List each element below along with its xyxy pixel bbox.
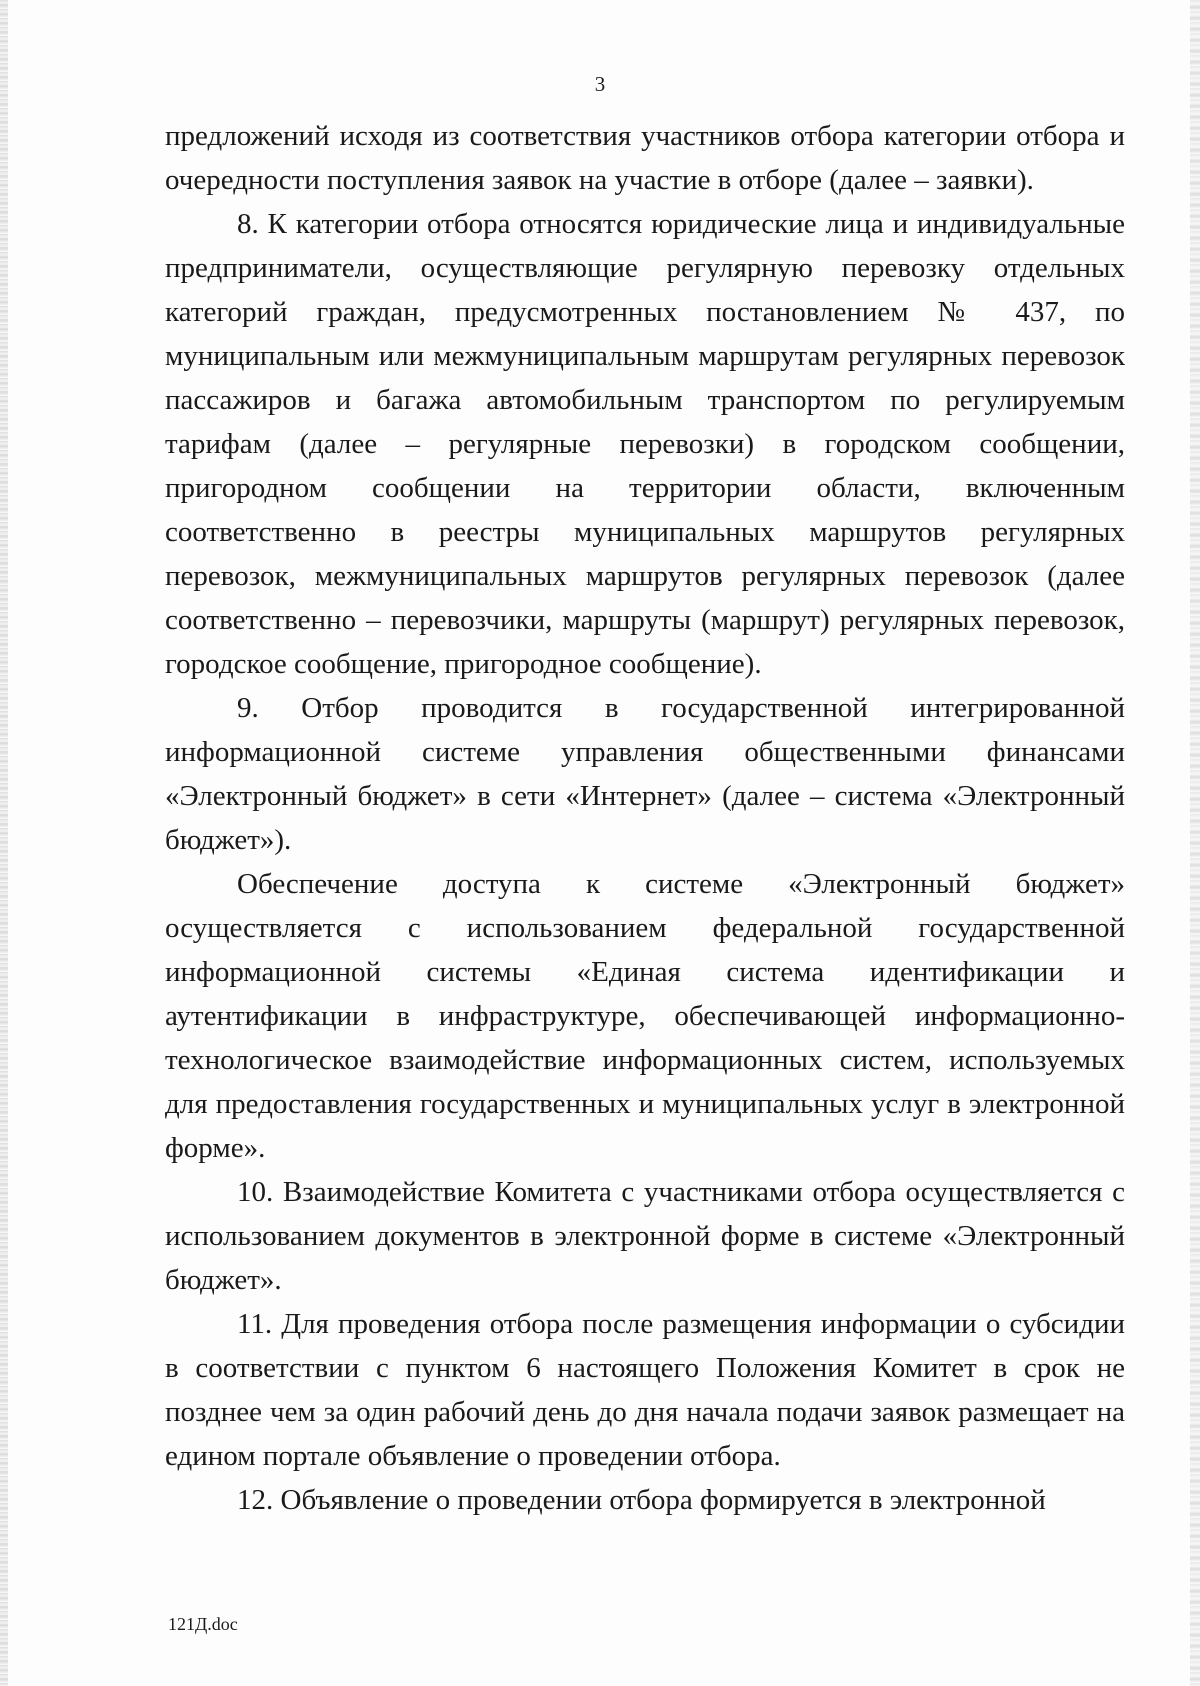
scan-edge-left	[0, 0, 8, 1686]
paragraph-8: 8. К категории отбора относятся юридические лица и индивидуальные предприниматели, осуществляющие регулярную перевозку отдельных категорий граждан, предусмотренных постановлением № 437, по муниципальным или межмуниципальным маршрутам регулярных перевозок пассажиров и багажа автомобильным транспортом по регулируемым тарифам (далее – регулярные перевозки) в городском сообщении, пригородном сообщении на территории области, включенным соответственно в реестры муниципальных маршрутов регулярных перевозок, межмуниципальных маршрутов регулярных перевозок (далее соответственно – перевозчики, маршруты (маршрут) регулярных перевозок, городское сообщение, пригородное сообщение).	[165, 208, 1125, 680]
paragraph-continuation: предложений исходя из соответствия участников отбора категории отбора и очередности поступления заявок на участие в отборе (далее – заявки).	[165, 120, 1125, 196]
paragraph-10: 10. Взаимодействие Комитета с участниками отбора осуществляется с использованием документов в электронной форме в системе «Электронный бюджет».	[165, 1176, 1125, 1296]
paragraph-9-access: Обеспечение доступа к системе «Электронный бюджет» осуществляется с использованием федеральной государственной информационной системы «Единая система идентификации и аутентификации в инфраструктуре, обеспечивающей информационно-технологическое взаимодействие информационных систем, используемых для предоставления государственных и муниципальных услуг в электронной форме».	[165, 868, 1125, 1164]
scan-edge-right	[1190, 0, 1200, 1686]
paragraph-12: 12. Объявление о проведении отбора формируется в электронной	[237, 1484, 1046, 1516]
page-number: 3	[594, 72, 606, 96]
document-body	[165, 114, 1125, 1522]
file-name-footer: 121Д.doc	[168, 1614, 238, 1634]
paragraph-11: 11. Для проведения отбора после размещения информации о субсидии в соответствии с пунктом 6 настоящего Положения Комитет в срок не позднее чем за один рабочий день до дня начала подачи заявок размещает на едином портале объявление о проведении отбора.	[165, 1308, 1125, 1472]
paragraph-9: 9. Отбор проводится в государственной интегрированной информационной системе управления общественными финансами «Электронный бюджет» в сети «Интернет» (далее – система «Электронный бюджет»).	[165, 692, 1125, 856]
